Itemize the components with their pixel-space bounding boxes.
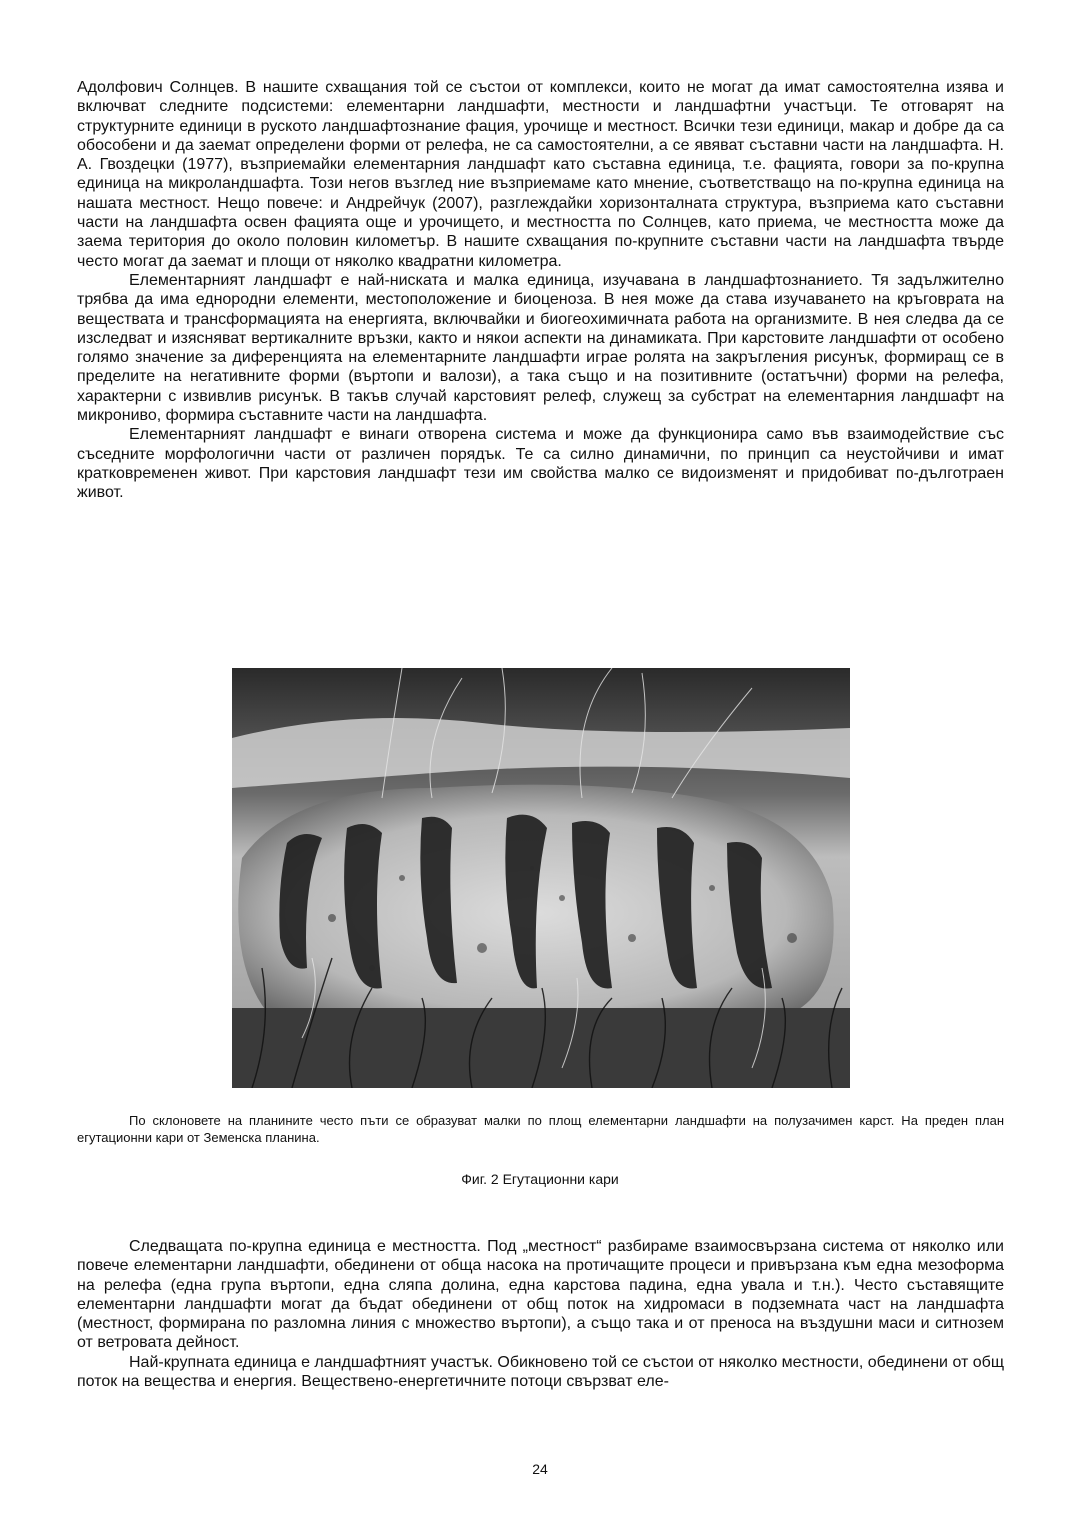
text-block-top bbox=[77, 78, 1004, 503]
paragraph: Елементарният ландшафт е най-ниската и малка единица, изучавана в ландшафтознанието. Тя задължително трябва да има еднородни елементи, местоположение и биоценоза. В нея може да става изучаването на кръговрата на веществата и трансформацията на енергията, включвайки и биогеохимичната работа на организмите. В нея следва да се изследват и изясняват вертикалните връзки, както и някои аспекти на динамиката. При карстовите ландшафти от особено голямо значение за диференцията на елементарните ландшафти играе ролята на закръгления рисунък, формиращ се в пределите на негативните форми (въртопи и валози), а така също и на позитивните (остатъчни) форми на релефа, характерни с извивлив рисунък. В такъв случай карстовият релеф, служещ за субстрат на елементарния ландшафт на микрониво, формира съставните части на ландшафта. bbox=[77, 271, 1004, 425]
text-block-bottom bbox=[77, 1237, 1004, 1391]
figure-title: Фиг. 2 Егутационни кари bbox=[461, 1171, 619, 1187]
page-number: 24 bbox=[532, 1461, 548, 1477]
figure-photo bbox=[232, 668, 850, 1088]
paragraph: Най-крупната единица е ландшафтният участък. Обикновено той се състои от няколко местности, обединени от общ поток на вещества и енергия. Вещественo-енергетичните потоци свързват еле- bbox=[77, 1353, 1004, 1391]
paragraph: Елементарният ландшафт е винаги отворена система и може да функционира само във взаимодействие със съседните морфологични части от различен порядък. Те са силно динамични, по принцип са неустойчиви и имат кратковременен живот. При карстовия ландшафт тези им свойства малко се видоизменят и придобиват по-дълготраен живот. bbox=[77, 426, 1004, 502]
karst-rock-photo bbox=[232, 668, 850, 1088]
figure-caption: По склоновете на планините често пъти се образуват малки по площ елементарни ландшафти на полузачимен карст. На преден план егутационни кари от Земенска планина. bbox=[77, 1113, 1004, 1145]
paragraph: Следващата по-крупна единица е местността. Под „местност“ разбираме взаимосвързана система от няколко или повече елементарни ландшафти, обединени от обща насока на протичащите процеси и привързана към една мезоформа на релефа (една група въртопи, една сляпа долина, една карстова падина, една увала и т.н.). Често съставящите елементарни ландшафти могат да бъдат обединени от общ поток на хидромаси в подземната част на ландшафта (местност, формирана по разломна линия с множество въртопи), а също така и от преноса на въздушни маси и ситнозем от ветровата дейност. bbox=[77, 1238, 1004, 1352]
paragraph: Адолфович Солнцев. В нашите схващания той се състои от комплекси, които не могат да имат самостоятелна изява и включват следните подсистеми: елементарни ландшафти, местности и ландшафтни участъци. Те отговарят на структурните единици в руското ландшафтознание фация, урочище и местност. Всички тези единици, макар и добре да са обособени и да заемат определени форми от релефа, не са самостоятелни, а се явяват съставни части на ландшафта. Н. А. Гвоздецки (1977), възприемайки елементарния ландшафт като съставна единица, т.е. фацията, говори за по-крупна единица на микроландшафта. Този негов възглед ние възприемаме като мнение, съответстващо на по-крупна единица на нашата местност. Нещо повече: и Андрейчук (2007), разглеждайки хоризонталната структура, възприема като съставни части на ландшафта освен фацията още и урочището, и местността по Солнцев, като приема, че местността може да заема територия до около половин километър. В нашите схващания по-крупните съставни части на ландшафта твърде често могат да заемат и площи от няколко квадратни километра. bbox=[77, 79, 1004, 270]
